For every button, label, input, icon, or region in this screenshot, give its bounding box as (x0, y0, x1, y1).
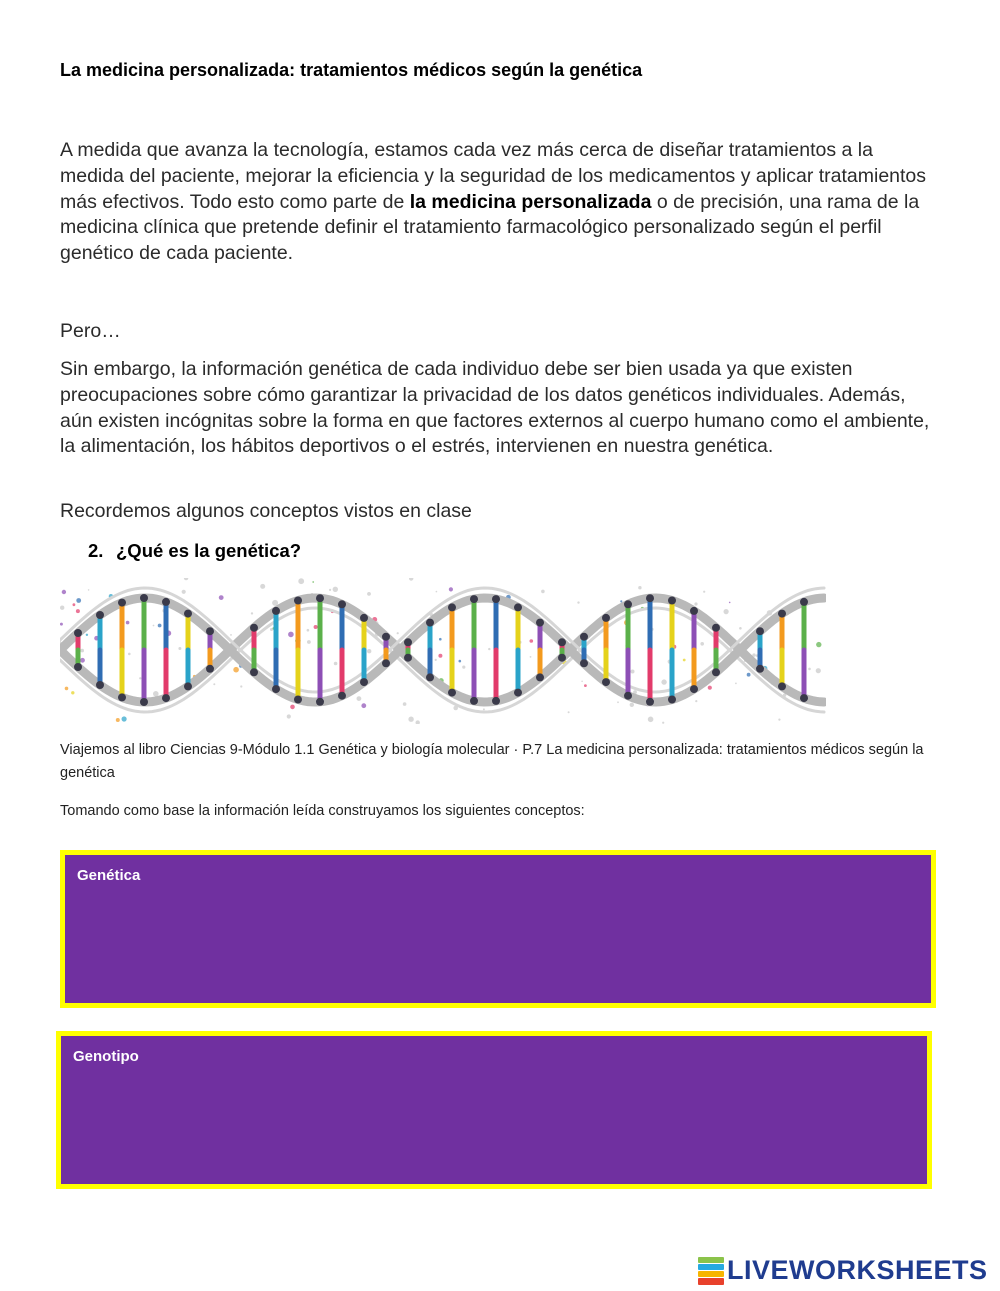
liveworksheets-logo-icon (698, 1257, 724, 1285)
dna-node (800, 598, 808, 606)
dna-dot (333, 587, 338, 592)
intro-bold-term: la medicina personalizada (409, 190, 652, 213)
dna-dot (638, 586, 641, 589)
dna-dot (153, 625, 155, 627)
dna-node (250, 624, 258, 632)
dna-node (448, 603, 456, 611)
dna-dot (128, 653, 131, 656)
dna-node (338, 692, 346, 700)
dna-dot (260, 584, 265, 589)
dna-background-dots (60, 578, 822, 724)
concept-box-genetica[interactable] (60, 850, 936, 1008)
dna-dot (88, 589, 90, 591)
dna-dot (700, 642, 704, 646)
dna-dot (314, 625, 318, 629)
dna-node (580, 633, 588, 641)
dna-dot (122, 716, 127, 721)
dna-dot (184, 578, 188, 580)
intro-text-start: A medida que avanza la tecnología, estamos cada vez más cerca de diseñar tratamientos a la medida del paciente, mejorar la eficiencia y la seguridad de los medicamentos y aplicar tratamientos más efectivos. Todo esto como parte de (60, 139, 927, 213)
dna-dot (459, 660, 462, 663)
dna-dot (462, 666, 465, 669)
dna-node (624, 600, 632, 608)
dna-dot (80, 658, 85, 663)
dna-dot (361, 703, 366, 708)
dna-dot (312, 581, 314, 583)
dna-node (646, 698, 654, 706)
dna-node (800, 694, 808, 702)
dna-dot (729, 602, 731, 604)
dna-node (448, 689, 456, 697)
dna-dot (438, 654, 442, 658)
dna-node (470, 697, 478, 705)
dna-dot (367, 649, 371, 653)
dna-dot (76, 609, 80, 613)
dna-dot (408, 717, 413, 722)
pero-line: Pero… (60, 320, 121, 342)
dna-dot (73, 603, 76, 606)
dna-dot (240, 685, 242, 687)
dna-dot (435, 659, 437, 661)
dna-dot (357, 696, 362, 701)
dna-dot (233, 667, 239, 673)
dna-dot (694, 602, 697, 605)
dna-dot (403, 702, 407, 706)
dna-dot (287, 714, 291, 718)
document-title: La medicina personalizada: tratamientos médicos según la genética (60, 60, 643, 80)
dna-node (492, 697, 500, 705)
dna-dot (60, 606, 64, 610)
dna-strands (60, 588, 824, 712)
intro-paragraph (60, 138, 940, 267)
dna-node (140, 594, 148, 602)
dna-dot (307, 640, 311, 644)
dna-node (712, 668, 720, 676)
dna-dot (630, 703, 634, 707)
dna-dot (213, 683, 215, 685)
dna-dot (581, 681, 583, 683)
dna-node (778, 610, 786, 618)
liveworksheets-logo (698, 1255, 988, 1286)
dna-node (602, 678, 610, 686)
concerns-paragraph: Sin embargo, la información genética de cada individuo debe ser bien usada ya que existen preocupaciones sobre cómo garantizar la privacidad de los datos genéticos individuales. Además, aún existen incógnitas sobre la forma en que factores externos al cuerpo humano como el ambiente, la alimentación, los hábitos deportivos o el estrés, intervienen en nuestra genética. (60, 358, 930, 458)
dna-node (118, 693, 126, 701)
dna-node (360, 678, 368, 686)
dna-dot (816, 642, 821, 647)
dna-dot (329, 589, 331, 591)
dna-node (184, 610, 192, 618)
dna-node (206, 627, 214, 635)
recordemos-line: Recordemos algunos conceptos vistos en clase (60, 500, 472, 522)
dna-node (272, 685, 280, 693)
dna-node (602, 614, 610, 622)
dna-dot (530, 656, 532, 658)
dna-dot (60, 623, 63, 626)
dna-dot (439, 638, 442, 641)
dna-dot (778, 719, 780, 721)
dna-helix-image (60, 578, 826, 724)
dna-node (206, 665, 214, 673)
dna-node (338, 600, 346, 608)
dna-dot (307, 629, 310, 632)
dna-dot (126, 621, 130, 625)
dna-node (558, 654, 566, 662)
dna-node (690, 685, 698, 693)
dna-node (470, 595, 478, 603)
dna-node (712, 624, 720, 632)
dna-dot (617, 701, 619, 703)
dna-node (404, 654, 412, 662)
dna-dot (298, 578, 304, 584)
dna-dot (86, 634, 88, 636)
dna-dot (620, 600, 622, 602)
dna-node (184, 682, 192, 690)
dna-dot (631, 670, 635, 674)
dna-dot (703, 591, 705, 593)
dna-dot (367, 592, 371, 596)
dna-node (162, 598, 170, 606)
dna-dot (270, 628, 273, 631)
dna-dot (488, 648, 490, 650)
dna-node (558, 638, 566, 646)
dna-dot (739, 627, 742, 630)
dna-node (96, 611, 104, 619)
dna-dot (695, 700, 697, 702)
dna-dot (230, 634, 232, 636)
dna-dot (251, 612, 253, 614)
dna-dot (397, 632, 399, 634)
dna-dot (683, 659, 686, 662)
dna-node (426, 673, 434, 681)
concept-box-label: Genotipo (73, 1048, 139, 1065)
dna-dot (584, 684, 587, 687)
dna-dot (116, 718, 120, 722)
dna-node (514, 603, 522, 611)
dna-dot (577, 601, 579, 603)
dna-dot (541, 590, 545, 594)
dna-dot (724, 609, 729, 614)
dna-node (360, 614, 368, 622)
dna-node (778, 682, 786, 690)
dna-node (646, 594, 654, 602)
dna-dot (153, 691, 159, 697)
dna-dot (416, 720, 420, 724)
dna-node (580, 659, 588, 667)
dna-node (404, 638, 412, 646)
dna-node (272, 607, 280, 615)
dna-node (756, 665, 764, 673)
liveworksheets-logo-text: LIVEWORKSHEETS (727, 1255, 988, 1285)
dna-node (118, 599, 126, 607)
dna-dot (449, 587, 453, 591)
dna-node (426, 619, 434, 627)
dna-dot (661, 679, 666, 684)
dna-dot (62, 590, 66, 594)
dna-dot (708, 686, 712, 690)
dna-dot (816, 668, 821, 673)
dna-node (536, 619, 544, 627)
concept-box-label: Genética (77, 867, 141, 884)
dna-dot (219, 595, 224, 600)
dna-node (624, 692, 632, 700)
dna-dot (568, 711, 570, 713)
dna-dot (178, 647, 181, 650)
dna-dot (436, 591, 438, 593)
dna-node (668, 696, 676, 704)
question-text: ¿Qué es la genética? (116, 540, 302, 561)
dna-node (294, 696, 302, 704)
dna-node (162, 694, 170, 702)
dna-dot (290, 705, 295, 710)
dna-dot (648, 717, 654, 723)
dna-dot (735, 683, 737, 685)
dna-dot (288, 632, 294, 638)
intro-text-end: o de precisión, una rama de la medicina clínica que pretende definir el tratamiento farmacológico personalizado según el perfil genético de cada paciente. (60, 190, 920, 265)
dna-node (250, 668, 258, 676)
dna-dot (808, 668, 811, 671)
dna-node (74, 663, 82, 671)
book-reference-note: Viajemos al libro Ciencias 9-Módulo 1.1 Genética y biología molecular · P.7 La medicina personalizada: tratamientos médicos según la genética (60, 742, 924, 781)
dna-dot (747, 673, 751, 677)
dna-node (492, 595, 500, 603)
dna-dot (662, 722, 664, 724)
dna-dot (80, 649, 84, 653)
dna-node (514, 689, 522, 697)
dna-node (74, 629, 82, 637)
instruction-note: Tomando como base la información leída construyamos los siguientes conceptos: (60, 803, 585, 819)
question-heading (88, 540, 301, 562)
dna-node (382, 633, 390, 641)
dna-node (316, 698, 324, 706)
dna-dot (530, 639, 534, 643)
dna-dot (182, 590, 186, 594)
dna-node (382, 659, 390, 667)
dna-node (140, 698, 148, 706)
dna-node (756, 627, 764, 635)
dna-dot (76, 598, 81, 603)
dna-node (668, 597, 676, 605)
dna-dot (409, 578, 413, 581)
concept-box-genotipo[interactable] (56, 1031, 932, 1189)
dna-dot (71, 691, 74, 694)
dna-dot (139, 677, 141, 679)
dna-node (536, 673, 544, 681)
dna-dot (65, 687, 69, 691)
dna-node (96, 681, 104, 689)
dna-dot (483, 708, 485, 710)
question-number: 2. (88, 540, 104, 561)
dna-node (690, 607, 698, 615)
dna-dot (334, 662, 338, 666)
dna-node (316, 594, 324, 602)
dna-node (294, 597, 302, 605)
dna-dot (158, 624, 162, 628)
